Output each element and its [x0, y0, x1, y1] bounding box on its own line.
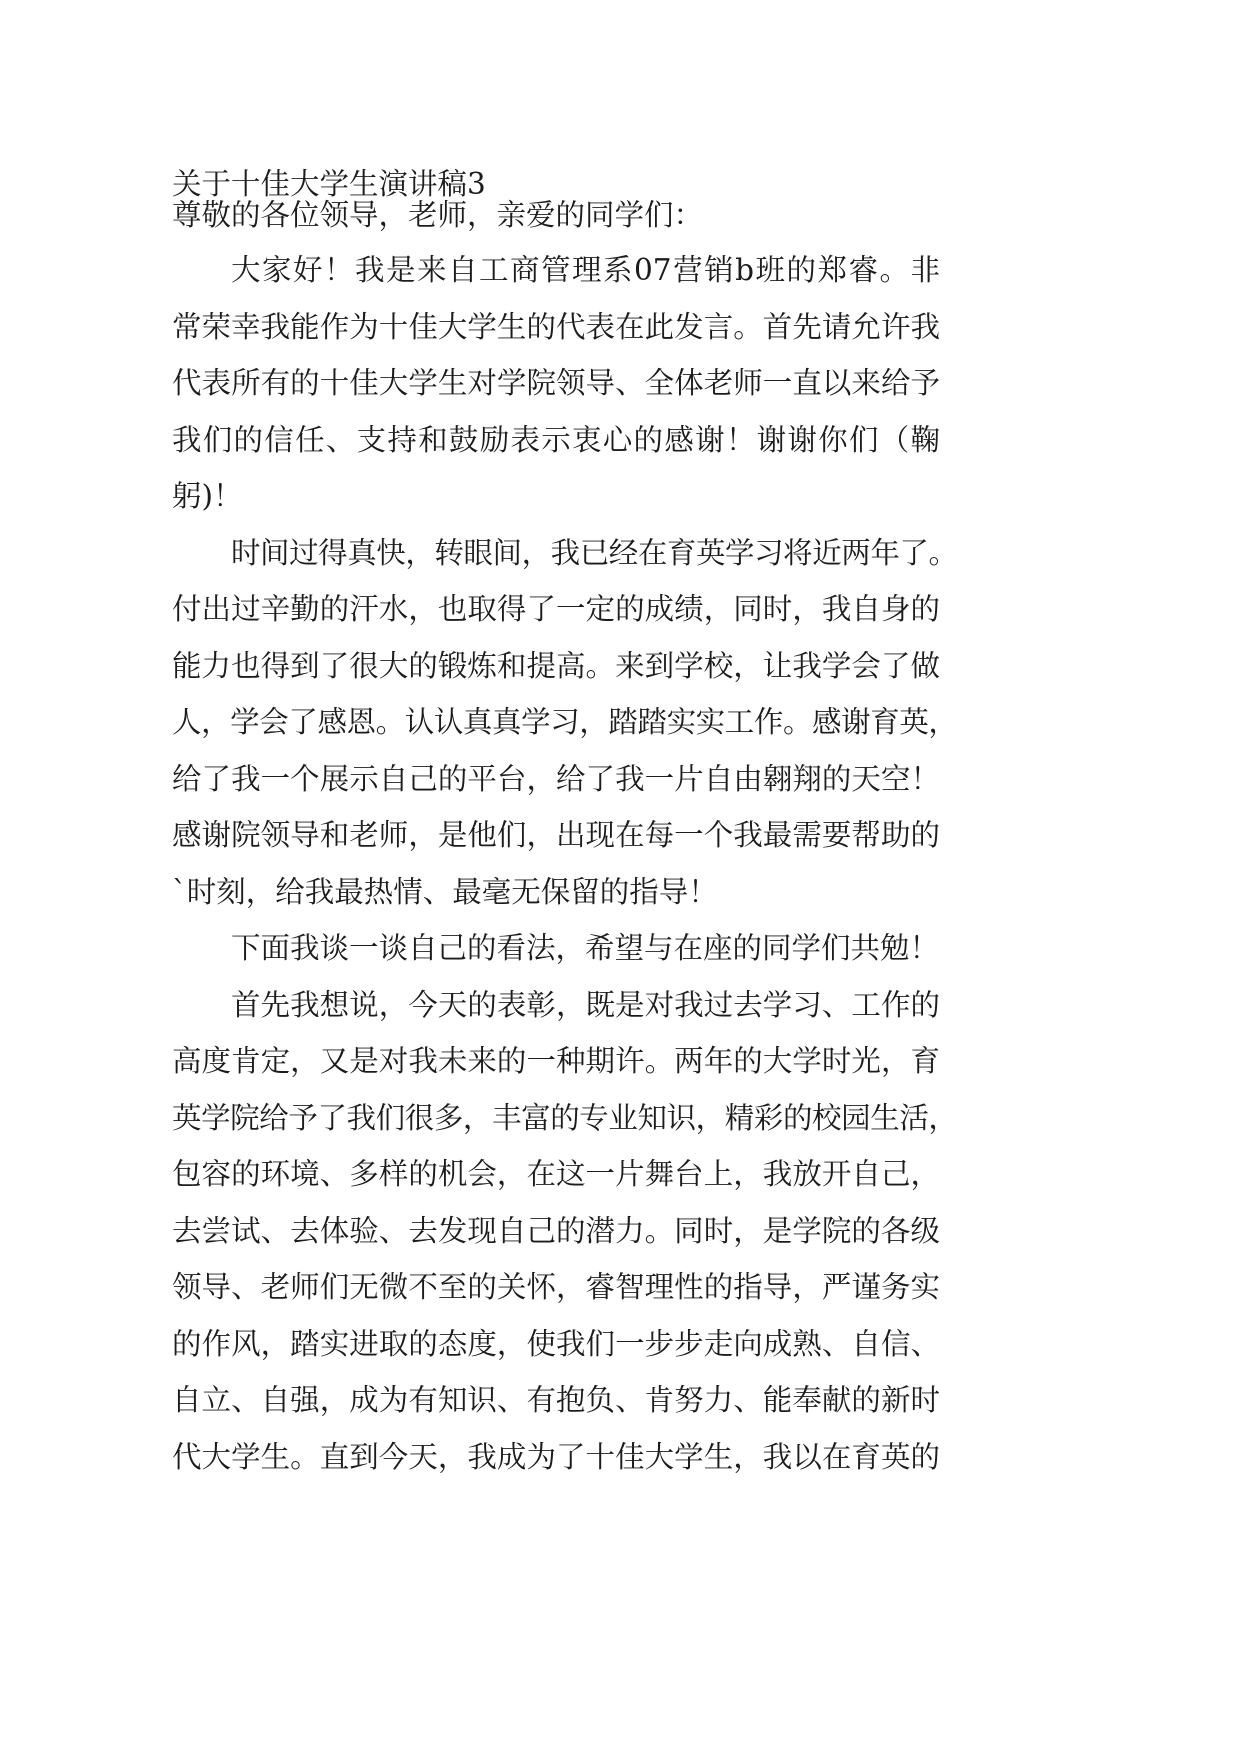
document-body: [172, 167, 958, 1485]
text-line: 大家好！我是来自工商管理系07营销b班的郑睿。非: [231, 253, 940, 287]
text-line: 感谢院领导和老师，是他们，出现在每一个我最需要帮助的: [172, 818, 940, 852]
text-line: 自立、自强，成为有知识、有抱负、肯努力、能奉献的新时: [172, 1383, 940, 1417]
text-line: 去尝试、去体验、去发现自己的潜力。同时，是学院的各级: [172, 1213, 940, 1248]
text-line: 给了我一个展示自己的平台，给了我一片自由翱翔的天空！: [172, 761, 940, 796]
salutation: 尊敬的各位领导，老师，亲爱的同学们：: [172, 198, 704, 232]
text-line: 我们的信任、支持和鼓励表示衷心的感谢！谢谢你们（鞠: [172, 422, 940, 457]
paragraph: [172, 920, 940, 977]
text-line: 能力也得到了很大的锻炼和提高。来到学校，让我学会了做: [172, 648, 940, 683]
text-line: 高度肯定，又是对我未来的一种期许。两年的大学时光，育: [172, 1044, 940, 1078]
text-line: 首先我想说，今天的表彰，既是对我过去学习、工作的: [231, 987, 940, 1022]
text-line: 领导、老师们无微不至的关怀，睿智理性的指导，严谨务实: [172, 1270, 940, 1304]
text-line: 躬)！: [172, 479, 243, 513]
paragraph: [172, 977, 958, 1486]
text-line: 包容的环境、多样的机会，在这一片舞台上，我放开自己，: [172, 1157, 940, 1191]
text-line: 代大学生。直到今天，我成为了十佳大学生，我以在育英的: [172, 1439, 940, 1474]
speech-text: [172, 242, 958, 1485]
document-title: 关于十佳大学生演讲稿3: [172, 167, 486, 201]
text-line: 人，学会了感恩。认认真真学习，踏踏实实工作。感谢育英，: [172, 705, 958, 739]
text-line: 下面我谈一谈自己的看法，希望与在座的同学们共勉！: [231, 931, 940, 965]
text-line: 常荣幸我能作为十佳大学生的代表在此发言。首先请允许我: [172, 309, 940, 344]
text-line: 英学院给予了我们很多，丰富的专业知识，精彩的校园生活，: [172, 1100, 958, 1135]
paragraph: [172, 242, 940, 525]
text-line: 付出过辛勤的汗水，也取得了一定的成绩，同时，我自身的: [172, 592, 940, 626]
text-line: `时刻，给我最热情、最毫无保留的指导！: [172, 874, 718, 909]
paragraph: [172, 525, 958, 921]
text-line: 时间过得真快，转眼间，我已经在育英学习将近两年了。: [231, 535, 958, 570]
text-line: 代表所有的十佳大学生对学院领导、全体老师一直以来给予: [172, 366, 940, 400]
text-line: 的作风，踏实进取的态度，使我们一步步走向成熟、自信、: [172, 1326, 940, 1361]
